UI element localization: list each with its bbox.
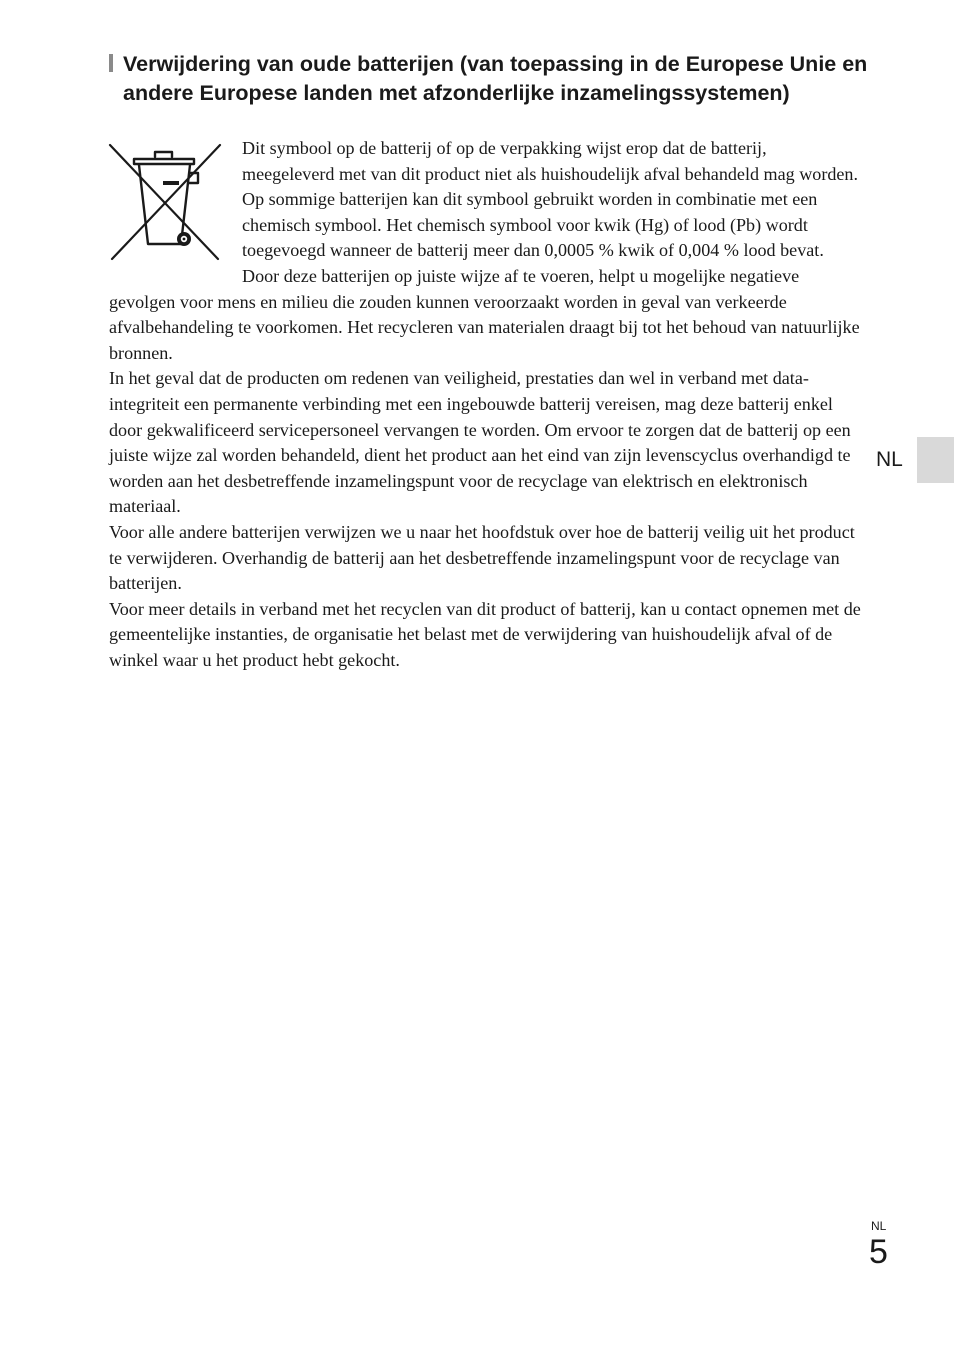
section-body [109,136,861,673]
section-heading [109,50,869,108]
paragraph: Door deze batterijen op juiste wijze af te voeren, helpt u mogelijke negatieve gevolgen voor mens en milieu die zouden kunnen veroorzaakt worden in geval van verkeerde afvalbehandeling te voorkomen. Het recycleren van materialen draagt bij tot het behoud van natuurlijke bronnen. [109,265,860,363]
paragraph: Voor meer details in verband met het recyclen van dit product of batterij, kan u contact opnemen met de gemeentelijke instanties, de organisatie het belast met de verwijdering van huishoudelijk afval of de winkel waar u het product hebt gekocht. [109,598,861,670]
footer-language: NL [871,1219,887,1233]
page-number: 5 [869,1233,888,1271]
section-heading-text: Verwijdering van oude batterijen (van toepassing in de Europese Unie en andere Europese landen met afzonderlijke inzamelingssystemen) [123,52,868,105]
heading-marker [109,54,113,72]
language-tab [917,437,954,483]
paragraph: Dit symbool op de batterij of op de verpakking wijst erop dat de batterij, meegeleverd met van dit product niet als huishoudelijk afval behandeld mag worden. [242,138,859,184]
language-tab-label: NL [876,448,903,471]
paragraph: Voor alle andere batterijen verwijzen we u naar het hoofdstuk over hoe de batterij veilig uit het product te verwijderen. Overhandig de batterij aan het desbetreffende inzamelingspunt voor de recyclage van batterijen. [109,521,855,594]
paragraph: Op sommige batterijen kan dit symbool gebruikt worden in combinatie met een chemisch symbool. Het chemisch symbool voor kwik (Hg) of lood (Pb) wordt toegevoegd wanneer de batterij meer dan 0,0005 % kwik of 0,004 % lood bevat. [242,189,824,261]
icon-spacer [109,136,242,286]
paragraph: In het geval dat de producten om redenen van veiligheid, prestaties dan wel in verband met data-integriteit een permanente verbinding met een ingebouwde batterij vereisen, mag deze batterij enkel door gekwalificeerd servicepersoneel vervangen te worden. Om ervoor te zorgen dat de batterij op een juiste wijze zal worden behandeld, dient het product aan het eind van zijn levenscyclus overhandigd te worden aan het desbetreffende inzamelingspunt voor de recyclage van elektrisch en elektronisch materiaal. [109,368,851,517]
